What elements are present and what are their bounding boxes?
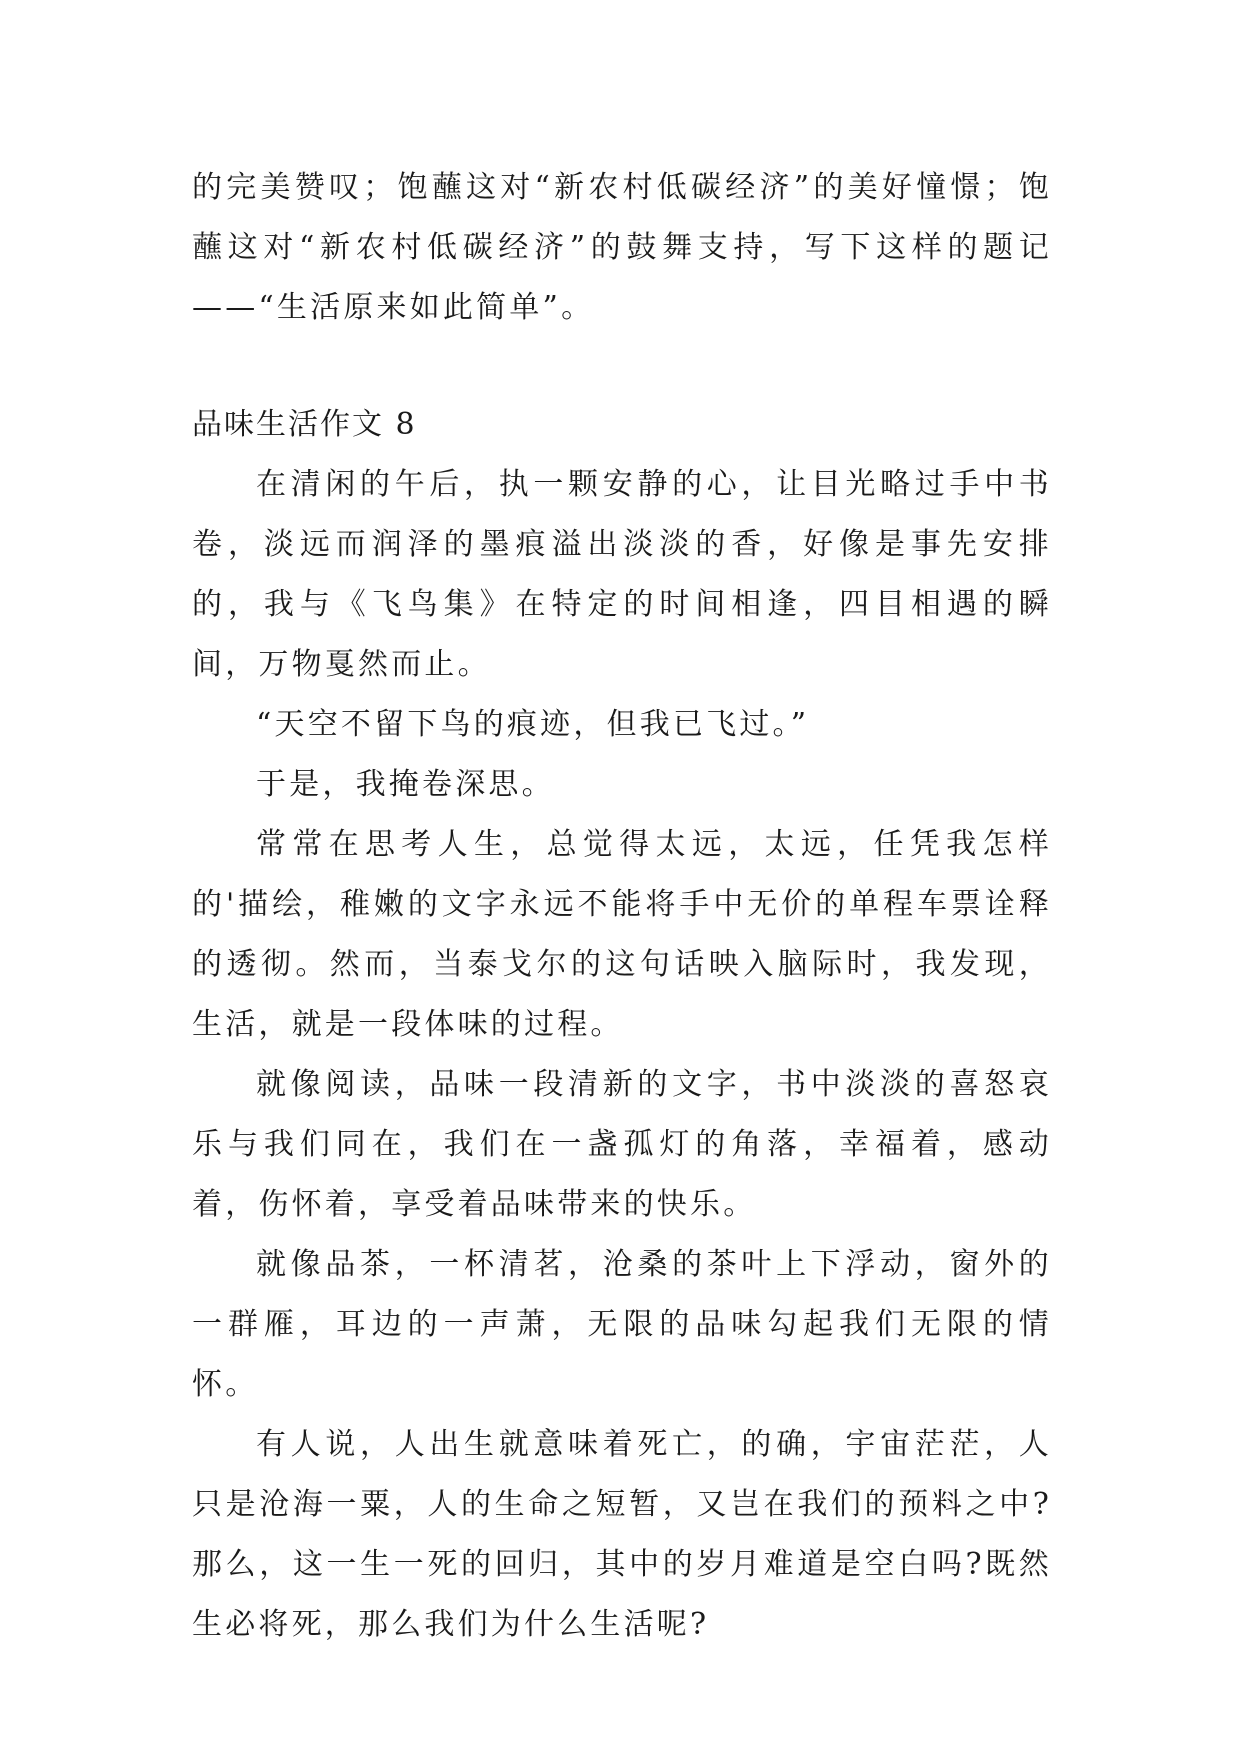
article-title: 品味生活作文 8 [192,407,417,442]
article-paragraph: 于是，我掩卷深思。 [256,767,555,802]
article-paragraph: “天空不留下鸟的痕迹，但我已飞过。” [256,707,810,742]
article-paragraph: 有人说，人出生就意味着死亡，的确，宇宙茫茫，人只是沧海一粟，人的生命之短暂，又岂在我们的预料之中?那么，这一生一死的回归，其中的岁月难道是空白吗?既然生必将死，那么我们为什么生活呢? [192,1427,1052,1642]
article-paragraph: 常常在思考人生，总觉得太远，太远，任凭我怎样的'描绘，稚嫩的文字永远不能将手中无价的单程车票诠释的透彻。然而，当泰戈尔的这句话映入脑际时，我发现，生活，就是一段体味的过程。 [192,827,1052,1042]
article-paragraph: 在清闲的午后，执一颗安静的心，让目光略过手中书卷，淡远而润泽的墨痕溢出淡淡的香，好像是事先安排的，我与《飞鸟集》在特定的时间相逢，四目相遇的瞬间，万物戛然而止。 [192,467,1052,682]
article-paragraph: 就像阅读，品味一段清新的文字，书中淡淡的喜怒哀乐与我们同在，我们在一盏孤灯的角落，幸福着，感动着，伤怀着，享受着品味带来的快乐。 [192,1067,1052,1222]
article-paragraph: 就像品茶，一杯清茗，沧桑的茶叶上下浮动，窗外的一群雁，耳边的一声萧，无限的品味勾起我们无限的情怀。 [192,1247,1052,1402]
article-block [192,395,1052,1655]
continuation-paragraph: 的完美赞叹；饱蘸这对“新农村低碳经济”的美好憧憬；饱蘸这对“新农村低碳经济”的鼓舞支持，写下这样的题记——“生活原来如此简单”。 [192,170,1052,325]
continuation-block [192,158,1052,338]
